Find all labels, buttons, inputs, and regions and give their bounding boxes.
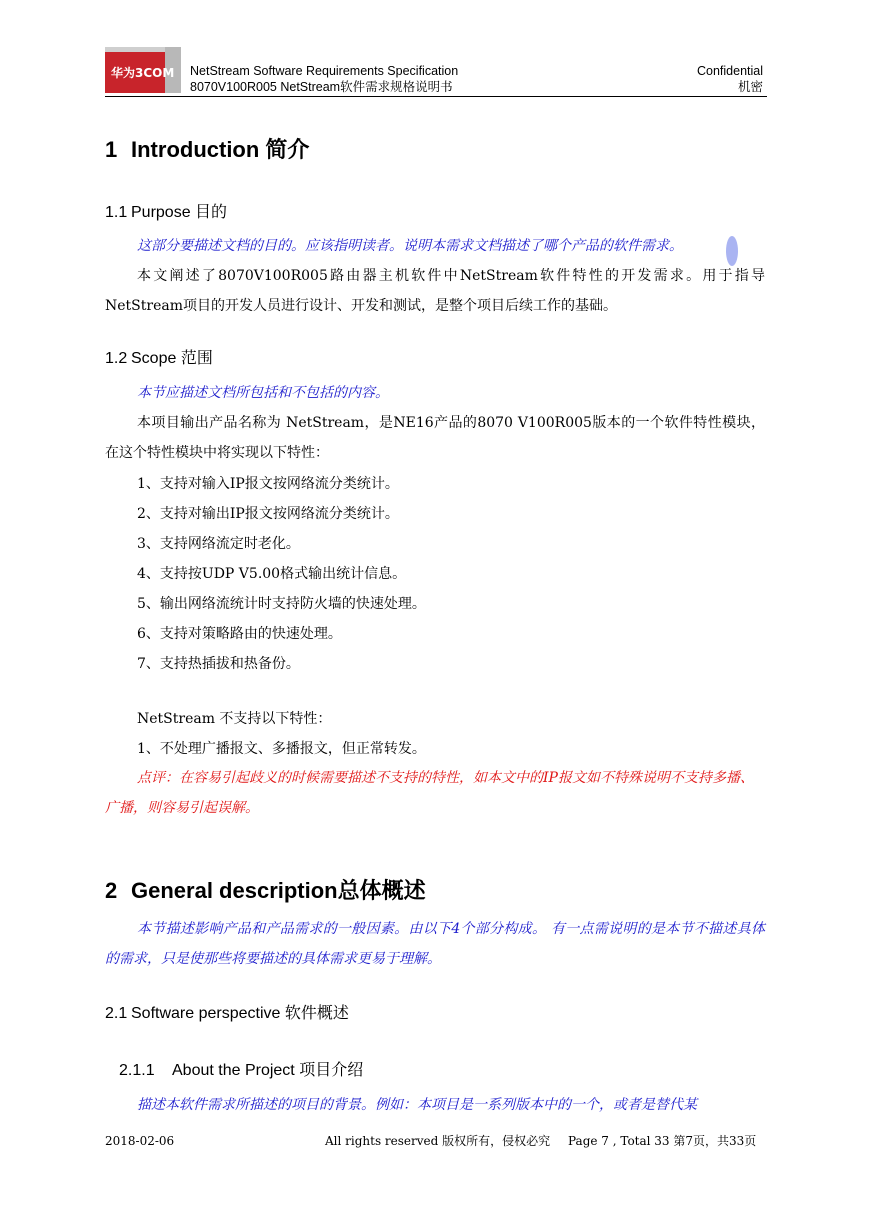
- header-confidential-cn: 机密: [737, 80, 763, 94]
- scope-body: 本项目输出产品名称为 NetStream，是NE16产品的8070 V100R005版本的一个软件特性模块，在这个特性模块中将实现以下特性：: [105, 415, 765, 461]
- feature-item: 7、支持热插拔和热备份。: [137, 656, 300, 672]
- not-supported-title: NetStream 不支持以下特性：: [137, 711, 332, 727]
- section-title: General description总体概述: [131, 878, 426, 903]
- feature-item: 1、支持对输入IP报文按网络流分类统计。: [137, 476, 399, 492]
- section-number: 2: [105, 878, 118, 903]
- footer-rights: All rights reserved 版权所有，侵权必究: [325, 1134, 551, 1148]
- feature-item: 6、支持对策略路由的快速处理。: [137, 626, 342, 642]
- about-note: 描述本软件需求所描述的项目的背景。例如：本项目是一系列版本中的一个，或者是替代某: [137, 1097, 697, 1113]
- purpose-body: 本文阐述了8070V100R005路由器主机软件中NetStream软件特性的开发需求。用于指导NetStream项目的开发人员进行设计、开发和测试，是整个项目后续工作的基础。: [105, 268, 765, 314]
- company-logo: [105, 47, 181, 93]
- section-title: Scope 范围: [131, 350, 213, 367]
- section-title: Purpose 目的: [131, 204, 228, 221]
- section-title: Software perspective 软件概述: [131, 1005, 349, 1022]
- feature-item: 4、支持按UDP V5.00格式输出统计信息。: [137, 566, 407, 582]
- review-comment: 点评：在容易引起歧义的时候需要描述不支持的特性，如本文中的IP报文如不特殊说明不支持多播、广播，则容易引起误解。: [105, 770, 754, 816]
- feature-item: 2、支持对输出IP报文按网络流分类统计。: [137, 506, 399, 522]
- not-supported-item: 1、不处理广播报文、多播报文，但正常转发。: [137, 741, 426, 757]
- header-title-cn: 8070V100R005 NetStream软件需求规格说明书: [190, 80, 453, 94]
- section-2-1-1-heading: [119, 1057, 363, 1080]
- section-2-note: 本节描述影响产品和产品需求的一般因素。由以下4个部分构成。 有一点需说明的是本节不描述具体的需求，只是使那些将要描述的具体需求更易于理解。: [105, 921, 765, 967]
- section-number: 1.2: [105, 350, 128, 367]
- section-1-2-heading: [105, 345, 213, 368]
- section-title: Introduction 简介: [131, 137, 310, 162]
- header-title-en: NetStream Software Requirements Specification: [190, 64, 459, 78]
- feature-item: 3、支持网络流定时老化。: [137, 536, 300, 552]
- section-2-heading: [105, 874, 426, 905]
- header-confidential-en: Confidential: [696, 64, 763, 78]
- section-number: 2.1: [105, 1005, 128, 1022]
- section-1-heading: [105, 133, 309, 164]
- purpose-note: 这部分要描述文档的目的。应该指明读者。说明本需求文档描述了哪个产品的软件需求。: [137, 238, 683, 254]
- footer-date: 2018-02-06: [105, 1134, 175, 1148]
- header-divider: [105, 96, 767, 97]
- svg-text:华为3COM: 华为3COM: [111, 66, 175, 80]
- feature-item: 5、输出网络流统计时支持防火墙的快速处理。: [137, 596, 426, 612]
- section-2-1-heading: [105, 1000, 349, 1023]
- section-title: About the Project 项目介绍: [172, 1062, 364, 1079]
- footer-page-number: Page 7 , Total 33 第7页，共33页: [568, 1134, 757, 1148]
- section-number: 1.1: [105, 204, 128, 221]
- section-number: 2.1.1: [119, 1062, 155, 1079]
- section-1-1-heading: [105, 199, 227, 222]
- section-number: 1: [105, 137, 118, 162]
- scope-note: 本节应描述文档所包括和不包括的内容。: [137, 385, 389, 401]
